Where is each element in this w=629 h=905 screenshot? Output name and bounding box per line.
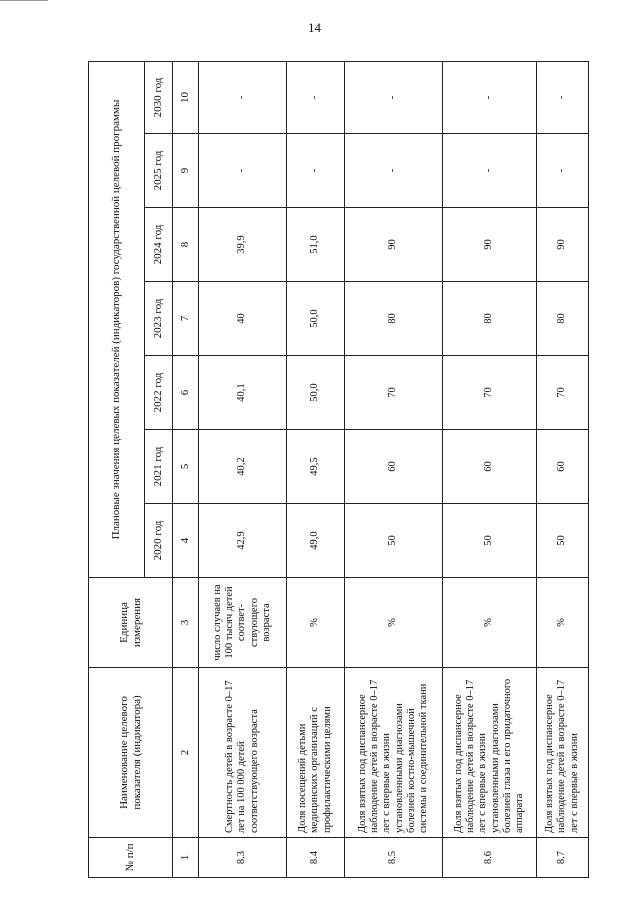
- row-name: Доля посещений детьми медицинских организаций с профилактическими целями: [287, 668, 345, 838]
- row-unit: %: [287, 578, 345, 668]
- column-number: 9: [173, 134, 199, 208]
- row-value: 80: [443, 282, 537, 356]
- row-value: 60: [537, 430, 589, 504]
- header-year: 2023 год: [145, 282, 173, 356]
- indicators-table: [88, 61, 589, 878]
- table-row: [443, 62, 537, 878]
- column-number: 8: [173, 208, 199, 282]
- header-num: № п/п: [89, 838, 173, 878]
- page-number: 14: [308, 20, 321, 35]
- row-value: 80: [345, 282, 443, 356]
- row-value: 50,0: [287, 356, 345, 430]
- column-number: 6: [173, 356, 199, 430]
- row-value: 90: [443, 208, 537, 282]
- row-value: 50: [443, 504, 537, 578]
- header-name: Наименование целевого показателя (индикатора): [89, 668, 173, 838]
- row-value: 70: [537, 356, 589, 430]
- row-value: 90: [537, 208, 589, 282]
- row-unit: число случаев на 100 тысяч детей соответ-ствующего возраста: [199, 578, 287, 668]
- table-row: [345, 62, 443, 878]
- column-number: 1: [173, 838, 199, 878]
- header-year: 2020 год: [145, 504, 173, 578]
- row-value: 70: [345, 356, 443, 430]
- row-value: 49,0: [287, 504, 345, 578]
- column-number: 4: [173, 504, 199, 578]
- column-number: 2: [173, 668, 199, 838]
- row-value: 51,0: [287, 208, 345, 282]
- row-value: 60: [443, 430, 537, 504]
- header-year: 2030 год: [145, 62, 173, 134]
- column-number: 10: [173, 62, 199, 134]
- column-number: 5: [173, 430, 199, 504]
- row-value: 50: [345, 504, 443, 578]
- row-name: Доля взятых под диспансерное наблюдение детей в возрасте 0–17 лет с впервые в жизни: [537, 668, 589, 838]
- row-value: 60: [345, 430, 443, 504]
- header-unit: Единица измерения: [89, 578, 173, 668]
- header-row-1: [89, 62, 145, 878]
- row-value: -: [287, 62, 345, 134]
- row-value: 50: [537, 504, 589, 578]
- row-value: 49,5: [287, 430, 345, 504]
- row-value: -: [287, 134, 345, 208]
- row-value: 42,9: [199, 504, 287, 578]
- row-value: -: [199, 134, 287, 208]
- row-value: -: [443, 134, 537, 208]
- row-num: 8.3: [199, 838, 287, 878]
- column-number-row: [173, 62, 199, 878]
- row-value: -: [345, 134, 443, 208]
- row-value: 80: [537, 282, 589, 356]
- row-value: -: [537, 134, 589, 208]
- row-unit: %: [443, 578, 537, 668]
- column-number: 7: [173, 282, 199, 356]
- row-num: 8.4: [287, 838, 345, 878]
- row-name: Доля взятых под диспансерное наблюдение детей в возрасте 0–17 лет с впервые в жизни установленными диагнозами болезней глаза и его придаточного аппарата: [443, 668, 537, 838]
- top-edge-line: [0, 0, 48, 1]
- row-name: Смертность детей в возрасте 0–17 лет на 100 000 детей соответствующего возраста: [199, 668, 287, 838]
- row-num: 8.5: [345, 838, 443, 878]
- column-number: 3: [173, 578, 199, 668]
- header-year: 2025 год: [145, 134, 173, 208]
- row-name: Доля взятых под диспансерное наблюдение детей в возрасте 0–17 лет с впервые в жизни установленными диагнозами болезней костно-мышечной системы и соединительной ткани: [345, 668, 443, 838]
- rotated-table-wrapper: [88, 62, 580, 878]
- header-year: 2022 год: [145, 356, 173, 430]
- row-value: 90: [345, 208, 443, 282]
- table-row: [199, 62, 287, 878]
- row-unit: %: [537, 578, 589, 668]
- table-row: [287, 62, 345, 878]
- row-value: 50,0: [287, 282, 345, 356]
- row-value: 40: [199, 282, 287, 356]
- row-num: 8.6: [443, 838, 537, 878]
- row-value: -: [537, 62, 589, 134]
- row-unit: %: [345, 578, 443, 668]
- row-value: 40,1: [199, 356, 287, 430]
- header-year: 2021 год: [145, 430, 173, 504]
- row-value: 40,2: [199, 430, 287, 504]
- row-value: -: [199, 62, 287, 134]
- header-year: 2024 год: [145, 208, 173, 282]
- row-num: 8.7: [537, 838, 589, 878]
- row-value: 70: [443, 356, 537, 430]
- row-value: -: [345, 62, 443, 134]
- row-value: -: [443, 62, 537, 134]
- table-row: [537, 62, 589, 878]
- header-group: Плановые значения целевых показателей (индикаторов) государственной целевой программы: [89, 62, 145, 578]
- row-value: 39,9: [199, 208, 287, 282]
